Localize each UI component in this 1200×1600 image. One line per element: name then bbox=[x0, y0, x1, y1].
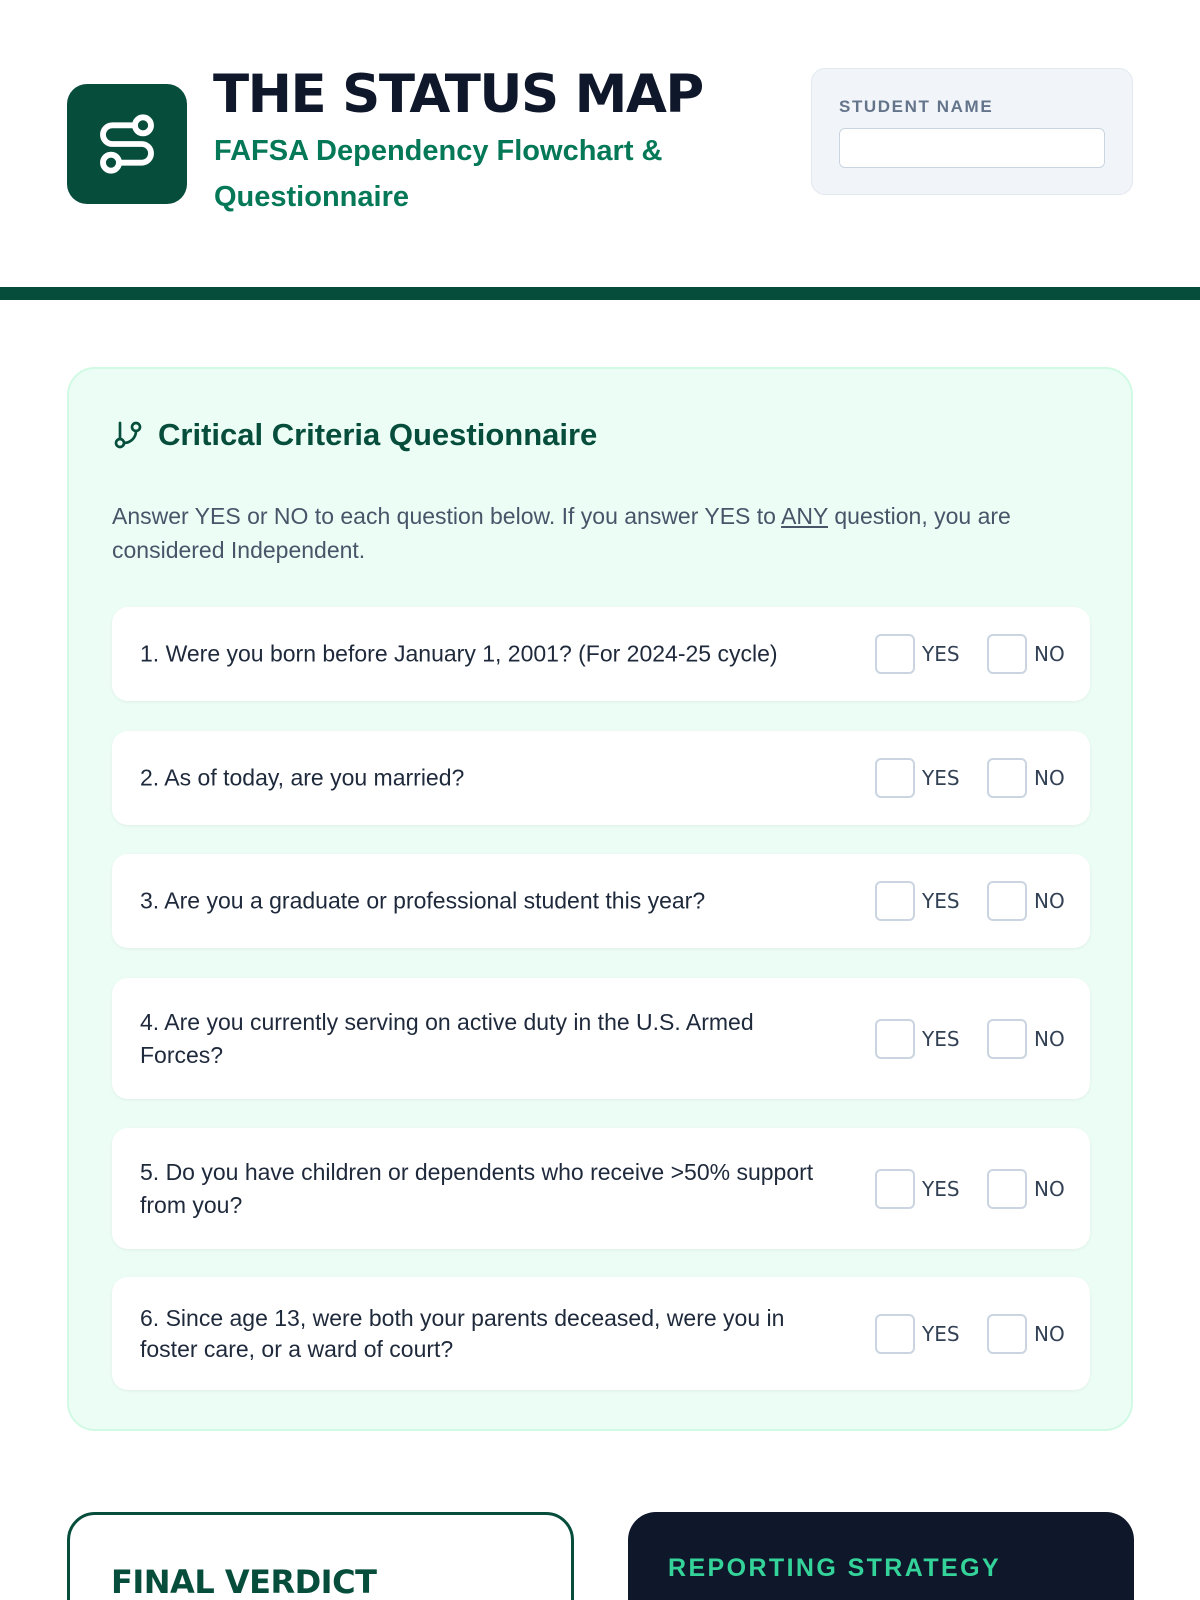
questionnaire-title: Critical Criteria Questionnaire bbox=[158, 417, 598, 452]
student-name-input[interactable] bbox=[839, 128, 1105, 168]
question-row bbox=[112, 1277, 1090, 1390]
question-row bbox=[112, 1128, 1090, 1249]
intro-emphasis: ANY bbox=[781, 503, 828, 529]
reporting-strategy-title: REPORTING STRATEGY bbox=[668, 1554, 1002, 1582]
yes-checkbox[interactable] bbox=[875, 634, 915, 674]
question-text: 3. Are you a graduate or professional student this year? bbox=[140, 887, 706, 914]
yes-checkbox[interactable] bbox=[875, 758, 915, 798]
question-row bbox=[112, 854, 1090, 948]
question-text: 4. Are you currently serving on active duty in the U.S. Armed Forces? bbox=[140, 1008, 754, 1068]
no-option[interactable] bbox=[987, 1169, 1065, 1209]
questionnaire-panel bbox=[67, 367, 1133, 1431]
yes-option[interactable] bbox=[875, 1314, 960, 1354]
yes-label: YES bbox=[922, 889, 960, 913]
question-text: 2. As of today, are you married? bbox=[140, 764, 465, 791]
no-option[interactable] bbox=[987, 881, 1065, 921]
page-subtitle: FAFSA Dependency Flowchart & Questionnaire bbox=[214, 135, 663, 213]
app-logo bbox=[67, 84, 187, 204]
yes-label: YES bbox=[922, 1321, 960, 1346]
yes-option[interactable] bbox=[875, 1019, 960, 1059]
yes-checkbox[interactable] bbox=[875, 1019, 915, 1059]
no-checkbox[interactable] bbox=[987, 1314, 1027, 1354]
page-title: THE STATUS MAP bbox=[213, 64, 703, 125]
no-label: NO bbox=[1034, 1176, 1065, 1201]
page-header bbox=[0, 0, 1200, 300]
no-checkbox[interactable] bbox=[987, 881, 1027, 921]
no-label: NO bbox=[1034, 766, 1065, 790]
yes-option[interactable] bbox=[875, 634, 960, 674]
yes-checkbox[interactable] bbox=[875, 1169, 915, 1209]
no-label: NO bbox=[1034, 1026, 1065, 1051]
no-checkbox[interactable] bbox=[987, 1169, 1027, 1209]
yes-option[interactable] bbox=[875, 881, 960, 921]
header-divider bbox=[0, 287, 1200, 300]
questionnaire-intro: Answer YES or NO to each question below. If you answer YES to ANY question, you are considered Independent. bbox=[112, 503, 1011, 563]
yes-checkbox[interactable] bbox=[875, 881, 915, 921]
question-row bbox=[112, 731, 1090, 825]
final-verdict-title: FINAL VERDICT bbox=[111, 1563, 377, 1600]
git-branch-icon bbox=[112, 419, 144, 451]
yes-label: YES bbox=[922, 1026, 960, 1051]
reporting-strategy-card bbox=[628, 1512, 1134, 1600]
question-text: 6. Since age 13, were both your parents deceased, were you in foster care, or a ward of court? bbox=[140, 1304, 785, 1362]
question-row bbox=[112, 607, 1090, 701]
no-option[interactable] bbox=[987, 1019, 1065, 1059]
no-option[interactable] bbox=[987, 634, 1065, 674]
yes-label: YES bbox=[922, 1176, 960, 1201]
final-verdict-card bbox=[67, 1512, 574, 1600]
questionnaire-header bbox=[112, 417, 597, 453]
question-row bbox=[112, 978, 1090, 1099]
question-text: 1. Were you born before January 1, 2001? (For 2024-25 cycle) bbox=[140, 640, 778, 667]
no-label: NO bbox=[1034, 1321, 1065, 1346]
student-name-card bbox=[811, 68, 1133, 195]
yes-label: YES bbox=[922, 642, 960, 666]
student-name-label: STUDENT NAME bbox=[839, 97, 994, 116]
no-checkbox[interactable] bbox=[987, 758, 1027, 798]
route-icon bbox=[95, 112, 159, 176]
yes-option[interactable] bbox=[875, 758, 960, 798]
yes-checkbox[interactable] bbox=[875, 1314, 915, 1354]
yes-option[interactable] bbox=[875, 1169, 960, 1209]
no-option[interactable] bbox=[987, 1314, 1065, 1354]
no-option[interactable] bbox=[987, 758, 1065, 798]
question-text: 5. Do you have children or dependents who receive >50% support from you? bbox=[140, 1158, 814, 1218]
no-checkbox[interactable] bbox=[987, 1019, 1027, 1059]
no-checkbox[interactable] bbox=[987, 634, 1027, 674]
no-label: NO bbox=[1034, 889, 1065, 913]
no-label: NO bbox=[1034, 642, 1065, 666]
yes-label: YES bbox=[922, 766, 960, 790]
